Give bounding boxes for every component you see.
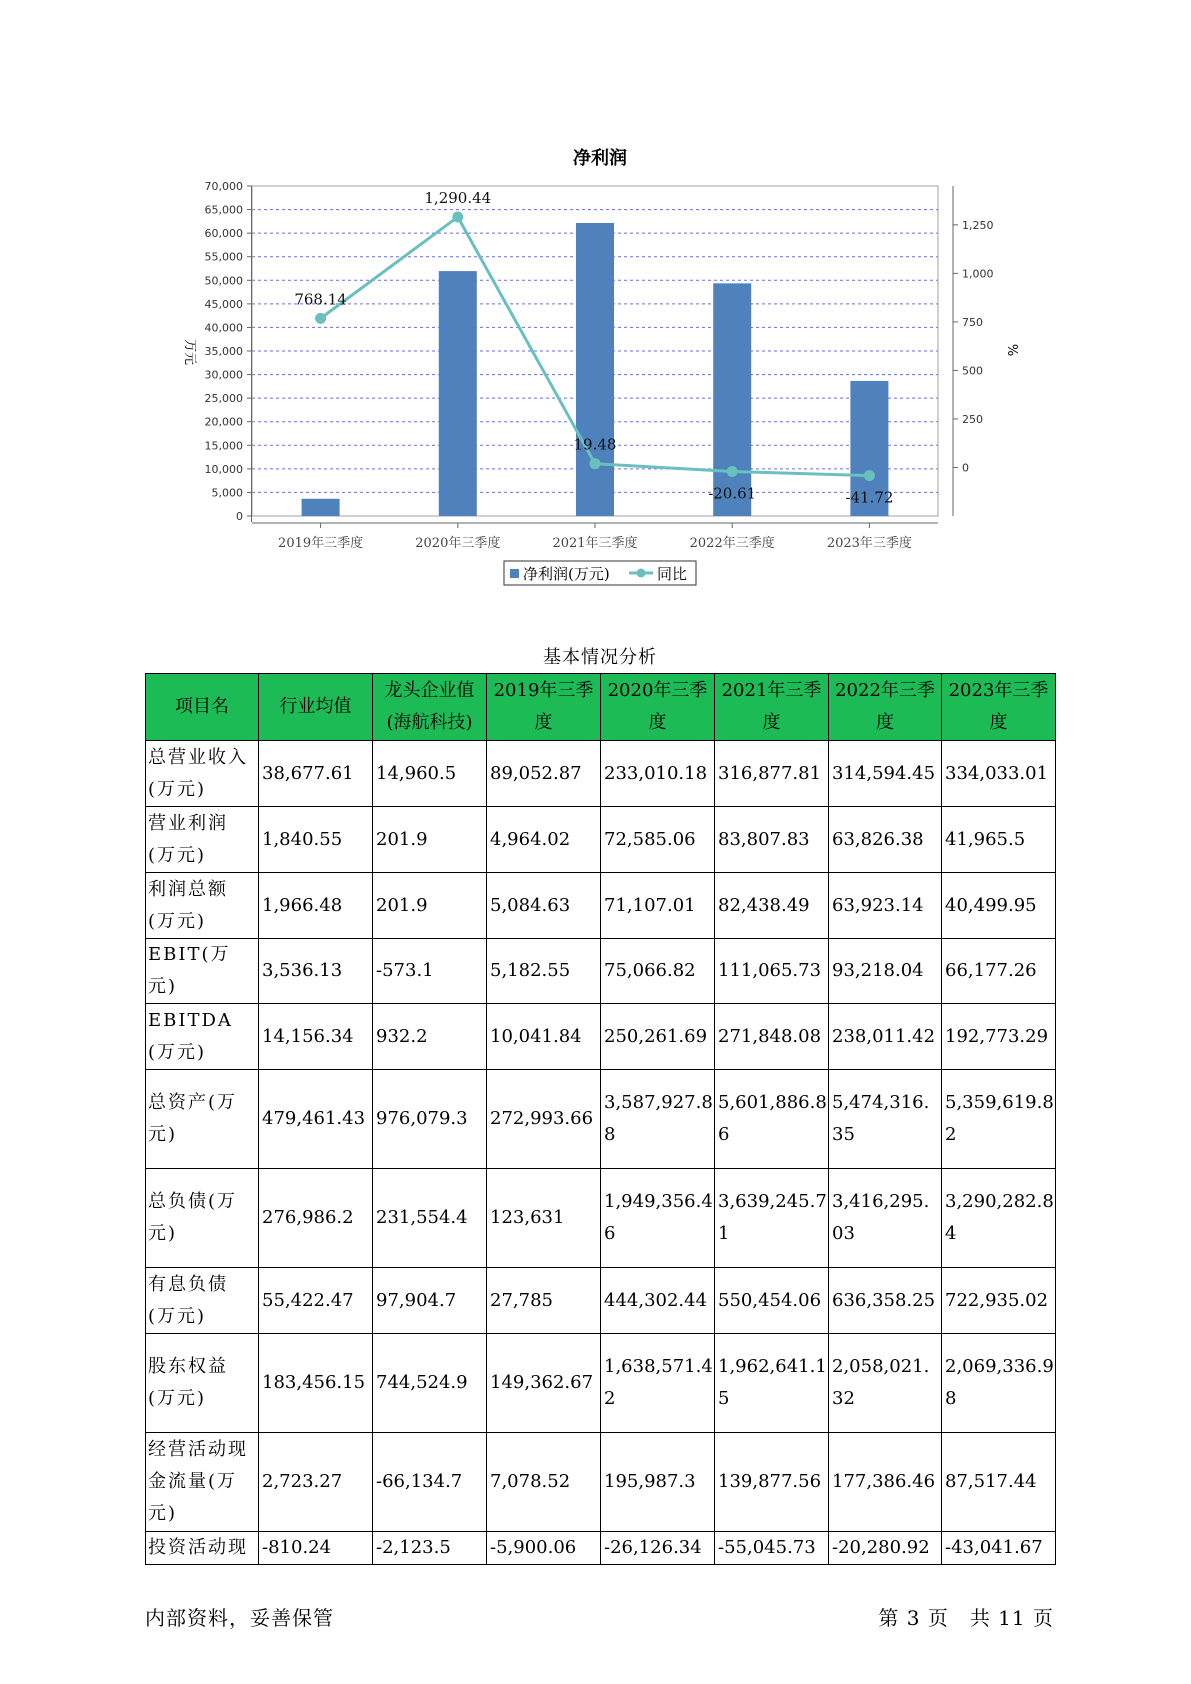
table-cell: 976,079.3 bbox=[373, 1070, 487, 1169]
table-row bbox=[146, 939, 1056, 1004]
table-cell: 5,359,619.82 bbox=[942, 1070, 1056, 1169]
header-leader-value: 龙头企业值(海航科技) bbox=[373, 674, 487, 741]
legend-line-marker bbox=[637, 569, 646, 578]
table-cell: 1,840.55 bbox=[259, 807, 373, 873]
row-label: 利润总额(万元) bbox=[146, 873, 259, 939]
left-tick-label: 25,000 bbox=[204, 392, 243, 406]
left-tick-label: 10,000 bbox=[204, 462, 243, 476]
table-cell: 201.9 bbox=[373, 807, 487, 873]
x-tick-label: 2023年三季度 bbox=[826, 536, 912, 551]
left-tick-label: 40,000 bbox=[204, 321, 243, 335]
table-cell: 195,987.3 bbox=[601, 1433, 715, 1532]
row-label: 投资活动现 bbox=[146, 1532, 259, 1565]
table-cell: 272,993.66 bbox=[487, 1070, 601, 1169]
table-cell: 89,052.87 bbox=[487, 741, 601, 807]
table-cell: -810.24 bbox=[259, 1532, 373, 1565]
yoy-data-label: -20.61 bbox=[708, 484, 757, 503]
table-cell: 97,904.7 bbox=[373, 1268, 487, 1334]
table-row bbox=[146, 873, 1056, 939]
basic-analysis-table bbox=[145, 673, 1056, 1565]
table-cell: 1,949,356.46 bbox=[601, 1169, 715, 1268]
right-tick-label: 250 bbox=[962, 412, 983, 426]
table-cell: 5,182.55 bbox=[487, 939, 601, 1004]
table-cell: -5,900.06 bbox=[487, 1532, 601, 1565]
table-cell: 75,066.82 bbox=[601, 939, 715, 1004]
left-axis bbox=[205, 180, 253, 523]
table-cell: -26,126.34 bbox=[601, 1532, 715, 1565]
table-cell: 316,877.81 bbox=[715, 741, 829, 807]
table-row bbox=[146, 1334, 1056, 1433]
legend-bar-label: 净利润(万元) bbox=[523, 565, 610, 583]
table-cell: 314,594.45 bbox=[829, 741, 942, 807]
table-cell: 3,416,295.03 bbox=[829, 1169, 942, 1268]
table-row bbox=[146, 1004, 1056, 1070]
table-cell: 71,107.01 bbox=[601, 873, 715, 939]
table-row bbox=[146, 1169, 1056, 1268]
header-2020q3: 2020年三季度 bbox=[601, 674, 715, 741]
table-cell: 63,826.38 bbox=[829, 807, 942, 873]
table-row bbox=[146, 807, 1056, 873]
row-label: EBITDA(万元) bbox=[146, 1004, 259, 1070]
table-cell: 250,261.69 bbox=[601, 1004, 715, 1070]
left-tick-label: 15,000 bbox=[204, 439, 243, 453]
table-cell: 2,723.27 bbox=[259, 1433, 373, 1532]
yoy-data-label: -41.72 bbox=[845, 488, 894, 507]
table-cell: -20,280.92 bbox=[829, 1532, 942, 1565]
table-cell: 192,773.29 bbox=[942, 1004, 1056, 1070]
table-cell: 139,877.56 bbox=[715, 1433, 829, 1532]
table-cell: 10,041.84 bbox=[487, 1004, 601, 1070]
chart-title: 净利润 bbox=[573, 148, 627, 169]
table-cell: 238,011.42 bbox=[829, 1004, 942, 1070]
bar bbox=[713, 283, 751, 516]
table-cell: -55,045.73 bbox=[715, 1532, 829, 1565]
row-label: 总资产(万元) bbox=[146, 1070, 259, 1169]
table-cell: 231,554.4 bbox=[373, 1169, 487, 1268]
footer-page-number: 第 3 页 共 11 页 bbox=[878, 1606, 1054, 1630]
header-2019q3: 2019年三季度 bbox=[487, 674, 601, 741]
table-cell: 83,807.83 bbox=[715, 807, 829, 873]
table-title: 基本情况分析 bbox=[543, 647, 657, 668]
table-cell: 1,966.48 bbox=[259, 873, 373, 939]
table-row bbox=[146, 741, 1056, 807]
header-2022q3: 2022年三季度 bbox=[829, 674, 942, 741]
table-cell: 636,358.25 bbox=[829, 1268, 942, 1334]
bar bbox=[576, 223, 614, 516]
table-cell: 1,962,641.15 bbox=[715, 1334, 829, 1433]
table-cell: 722,935.02 bbox=[942, 1268, 1056, 1334]
table-cell: 233,010.18 bbox=[601, 741, 715, 807]
table-cell: -43,041.67 bbox=[942, 1532, 1056, 1565]
left-tick-label: 65,000 bbox=[204, 203, 243, 217]
right-axis bbox=[953, 186, 994, 516]
row-label: 总营业收入(万元) bbox=[146, 741, 259, 807]
row-label: 有息负债(万元) bbox=[146, 1268, 259, 1334]
table-cell: 55,422.47 bbox=[259, 1268, 373, 1334]
table-cell: 14,156.34 bbox=[259, 1004, 373, 1070]
header-industry-avg: 行业均值 bbox=[259, 674, 373, 741]
yoy-point bbox=[590, 458, 601, 469]
table-cell: 1,638,571.42 bbox=[601, 1334, 715, 1433]
table-cell: 27,785 bbox=[487, 1268, 601, 1334]
table-cell: 38,677.61 bbox=[259, 741, 373, 807]
table-cell: 932.2 bbox=[373, 1004, 487, 1070]
table-cell: 4,964.02 bbox=[487, 807, 601, 873]
table-cell: 444,302.44 bbox=[601, 1268, 715, 1334]
legend-bar-swatch bbox=[510, 569, 519, 578]
table-cell: 3,587,927.88 bbox=[601, 1070, 715, 1169]
header-item-name: 项目名 bbox=[146, 674, 259, 741]
left-tick-label: 45,000 bbox=[204, 297, 243, 311]
yoy-data-label: 19.48 bbox=[573, 435, 617, 454]
left-tick-label: 55,000 bbox=[204, 250, 243, 264]
right-tick-label: 0 bbox=[962, 461, 969, 475]
table-cell: 82,438.49 bbox=[715, 873, 829, 939]
x-tick-label: 2021年三季度 bbox=[552, 536, 638, 551]
table-cell: 550,454.06 bbox=[715, 1268, 829, 1334]
bar bbox=[302, 499, 340, 516]
table-cell: 479,461.43 bbox=[259, 1070, 373, 1169]
table-cell: -573.1 bbox=[373, 939, 487, 1004]
table-cell: 149,362.67 bbox=[487, 1334, 601, 1433]
footer-confidential: 内部资料，妥善保管 bbox=[145, 1606, 334, 1630]
row-label: 总负债(万元) bbox=[146, 1169, 259, 1268]
left-axis-label: 万元 bbox=[182, 338, 197, 366]
yoy-point bbox=[864, 470, 875, 481]
right-tick-label: 500 bbox=[962, 364, 983, 378]
left-tick-label: 30,000 bbox=[204, 368, 243, 382]
left-tick-label: 35,000 bbox=[204, 345, 243, 358]
table-cell: 744,524.9 bbox=[373, 1334, 487, 1433]
table-cell: 177,386.46 bbox=[829, 1433, 942, 1532]
table-cell: 5,084.63 bbox=[487, 873, 601, 939]
table-cell: 3,639,245.71 bbox=[715, 1169, 829, 1268]
table-cell: 40,499.95 bbox=[942, 873, 1056, 939]
table-cell: 2,069,336.98 bbox=[942, 1334, 1056, 1433]
table-cell: 14,960.5 bbox=[373, 741, 487, 807]
yoy-data-label: 1,290.44 bbox=[424, 188, 492, 207]
row-label: EBIT(万元) bbox=[146, 939, 259, 1004]
left-tick-label: 0 bbox=[236, 510, 243, 523]
left-tick-label: 5,000 bbox=[211, 486, 243, 500]
yoy-point bbox=[727, 466, 738, 477]
table-cell: 93,218.04 bbox=[829, 939, 942, 1004]
yoy-point bbox=[452, 211, 463, 222]
x-tick-label: 2022年三季度 bbox=[689, 536, 775, 551]
table-cell: 3,536.13 bbox=[259, 939, 373, 1004]
left-tick-label: 20,000 bbox=[204, 415, 243, 429]
bar bbox=[439, 271, 477, 516]
yoy-data-label: 768.14 bbox=[294, 290, 347, 309]
table-row bbox=[146, 1433, 1056, 1532]
table-cell: 3,290,282.84 bbox=[942, 1169, 1056, 1268]
table-cell: 5,601,886.86 bbox=[715, 1070, 829, 1169]
table-cell: -66,134.7 bbox=[373, 1433, 487, 1532]
legend-line-label: 同比 bbox=[657, 565, 688, 583]
table-row bbox=[146, 1070, 1056, 1169]
left-tick-label: 50,000 bbox=[204, 274, 243, 288]
table-cell: -2,123.5 bbox=[373, 1532, 487, 1565]
table-cell: 201.9 bbox=[373, 873, 487, 939]
table-cell: 111,065.73 bbox=[715, 939, 829, 1004]
table-cell: 271,848.08 bbox=[715, 1004, 829, 1070]
table-cell: 66,177.26 bbox=[942, 939, 1056, 1004]
left-tick-label: 70,000 bbox=[204, 180, 243, 193]
table-cell: 7,078.52 bbox=[487, 1433, 601, 1532]
row-label: 营业利润(万元) bbox=[146, 807, 259, 873]
yoy-point bbox=[315, 313, 326, 324]
table-cell: 87,517.44 bbox=[942, 1433, 1056, 1532]
row-label: 经营活动现金流量(万元) bbox=[146, 1433, 259, 1532]
right-tick-label: 1,000 bbox=[962, 267, 994, 281]
table-row bbox=[146, 1268, 1056, 1334]
header-2023q3: 2023年三季度 bbox=[942, 674, 1056, 741]
table-cell: 72,585.06 bbox=[601, 807, 715, 873]
chart-legend bbox=[504, 561, 696, 585]
table-row bbox=[146, 1532, 1056, 1565]
right-tick-label: 750 bbox=[962, 315, 983, 329]
header-2021q3: 2021年三季度 bbox=[715, 674, 829, 741]
x-tick-label: 2020年三季度 bbox=[415, 536, 501, 551]
table-cell: 63,923.14 bbox=[829, 873, 942, 939]
table-cell: 276,986.2 bbox=[259, 1169, 373, 1268]
x-axis bbox=[252, 523, 938, 551]
right-tick-label: 1,250 bbox=[962, 218, 994, 232]
table-cell: 2,058,021.32 bbox=[829, 1334, 942, 1433]
row-label: 股东权益(万元) bbox=[146, 1334, 259, 1433]
table-cell: 41,965.5 bbox=[942, 807, 1056, 873]
net-profit-chart bbox=[0, 0, 1191, 600]
table-cell: 5,474,316.35 bbox=[829, 1070, 942, 1169]
table-header-row bbox=[146, 674, 1056, 741]
right-axis-label: % bbox=[1004, 343, 1019, 357]
x-tick-label: 2019年三季度 bbox=[278, 536, 364, 551]
left-tick-label: 60,000 bbox=[204, 227, 243, 241]
table-cell: 183,456.15 bbox=[259, 1334, 373, 1433]
table-cell: 123,631 bbox=[487, 1169, 601, 1268]
table-cell: 334,033.01 bbox=[942, 741, 1056, 807]
